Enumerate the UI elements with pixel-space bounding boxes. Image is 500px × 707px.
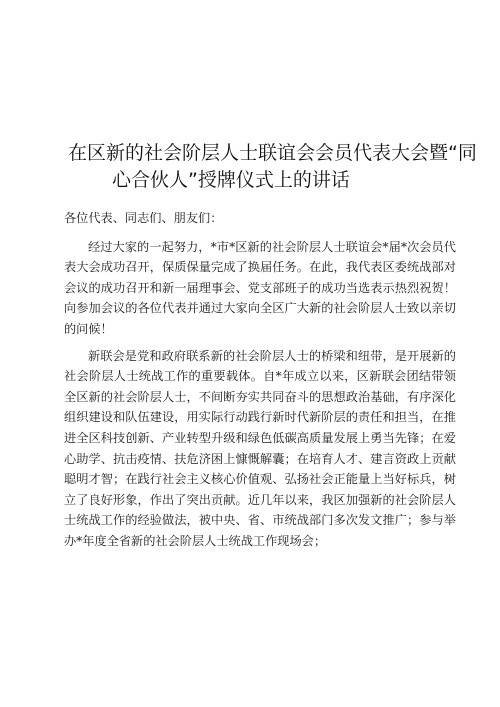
document-body [64, 208, 456, 558]
title-line-1: 在区新的社会阶层人士联谊会会员代表大会暨“同 [68, 142, 477, 164]
title-line-2: 心合伙人”授牌仪式上的讲话 [112, 169, 350, 191]
document-title [56, 140, 477, 194]
salutation: 各位代表、同志们、朋友们： [64, 211, 223, 225]
paragraph-1: 经过大家的一起努力，*市*区新的社会阶层人士联谊会*届*次会员代表大会成功召开，保质保量完成了换届任务。在此，我代表区委统战部对会议的成功召开和新一届理事会、党支部班子的成功当选表示热烈祝贺！向参加会议的各位代表并通过大家向全区广大新的社会阶层人士致以亲切的问候！ [64, 239, 456, 336]
paragraph-2: 新联会是党和政府联系新的社会阶层人士的桥梁和纽带，是开展新的社会阶层人士统战工作的重要载体。自*年成立以来，区新联会团结带领全区新的社会阶层人士，不间断夯实共同奋斗的思想政治基础，有序深化组织建设和队伍建设，用实际行动践行新时代新阶层的责任和担当，在推进全区科技创新、产业转型升级和绿色低碳高质量发展上勇当先锋；在爱心助学、抗击疫情、扶危济困上慷慨解囊；在培育人才、建言资政上贡献聪明才智；在践行社会主义核心价值观、弘扬社会正能量上当好标兵，树立了良好形象，作出了突出贡献。近几年以来，我区加强新的社会阶层人士统战工作的经验做法，被中央、省、市统战部门多次发文推广；参与举办*年度全省新的社会阶层人士统战工作现场会； [64, 348, 456, 548]
